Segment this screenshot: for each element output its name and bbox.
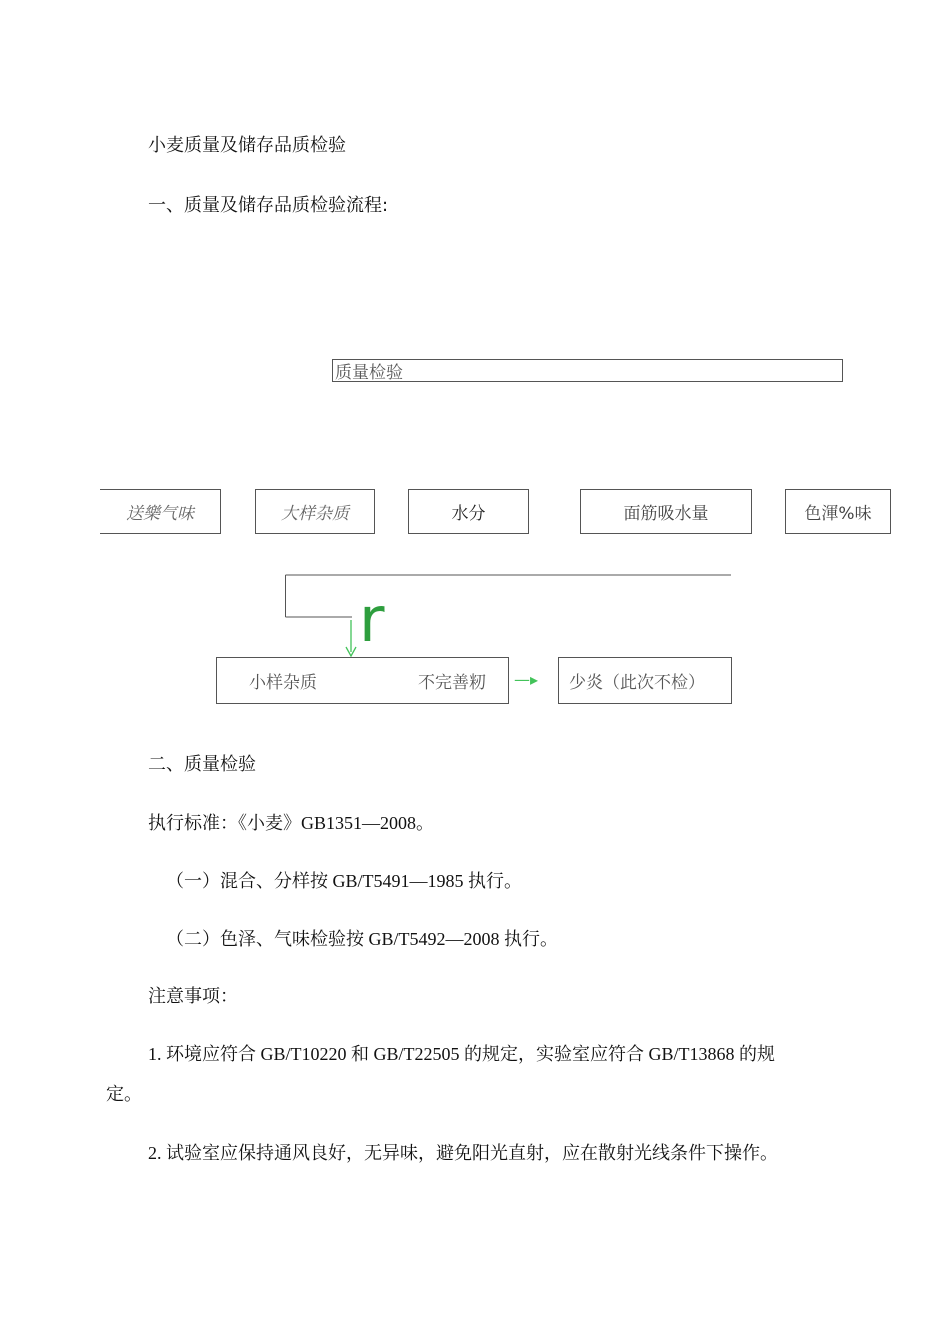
note-1-line-1: 1. 环境应符合 GB/T10220 和 GB/T22505 的规定，实验室应符合 GB/T13868 的规 [148, 1044, 776, 1064]
standard-line [148, 811, 434, 836]
flow-box-gluten: 面筋吸水量 [580, 489, 752, 534]
small-impurity-label: 小样杂质 [249, 673, 317, 693]
right-arrow: —▸ [514, 670, 539, 689]
section2-heading: 二、质量检验 [148, 754, 256, 775]
stray-glyph: r [359, 583, 385, 656]
flow-box-odor: 送樂气味 [100, 489, 221, 534]
document-title: 小麦质量及储存品质检验 [148, 135, 346, 156]
flow-box-color: 色渾%味 [785, 489, 891, 534]
flow-box-small-sample [216, 657, 509, 704]
notes-heading: 注意事项： [148, 986, 238, 1007]
note-1-line-2: 定。 [106, 1084, 142, 1105]
section1-heading: 一、质量及储存品质检验流程: [148, 195, 389, 216]
flow-box-large-impurity: 大样杂质 [255, 489, 375, 534]
standard-label: 执行标准： [148, 813, 238, 834]
imperfect-grain-label: 不完善籾 [418, 673, 486, 693]
item-2: （二）色泽、气味检验按 GB/T5492—2008 执行。 [166, 929, 558, 949]
flow-box-moisture: 水分 [408, 489, 529, 534]
flow-box-not-tested: 少炎（此次不检） [558, 657, 732, 704]
item-1: （一）混合、分样按 GB/T5491—1985 执行。 [166, 871, 522, 891]
note-2: 2. 试验室应保持通风良好，无异味，避免阳光直射，应在散射光线条件下操作。 [148, 1143, 778, 1163]
down-arrow [346, 620, 356, 656]
quality-inspection-box: 质量检验 [332, 359, 843, 382]
standard-value: 《小麦》GB1351—2008。 [238, 813, 435, 833]
